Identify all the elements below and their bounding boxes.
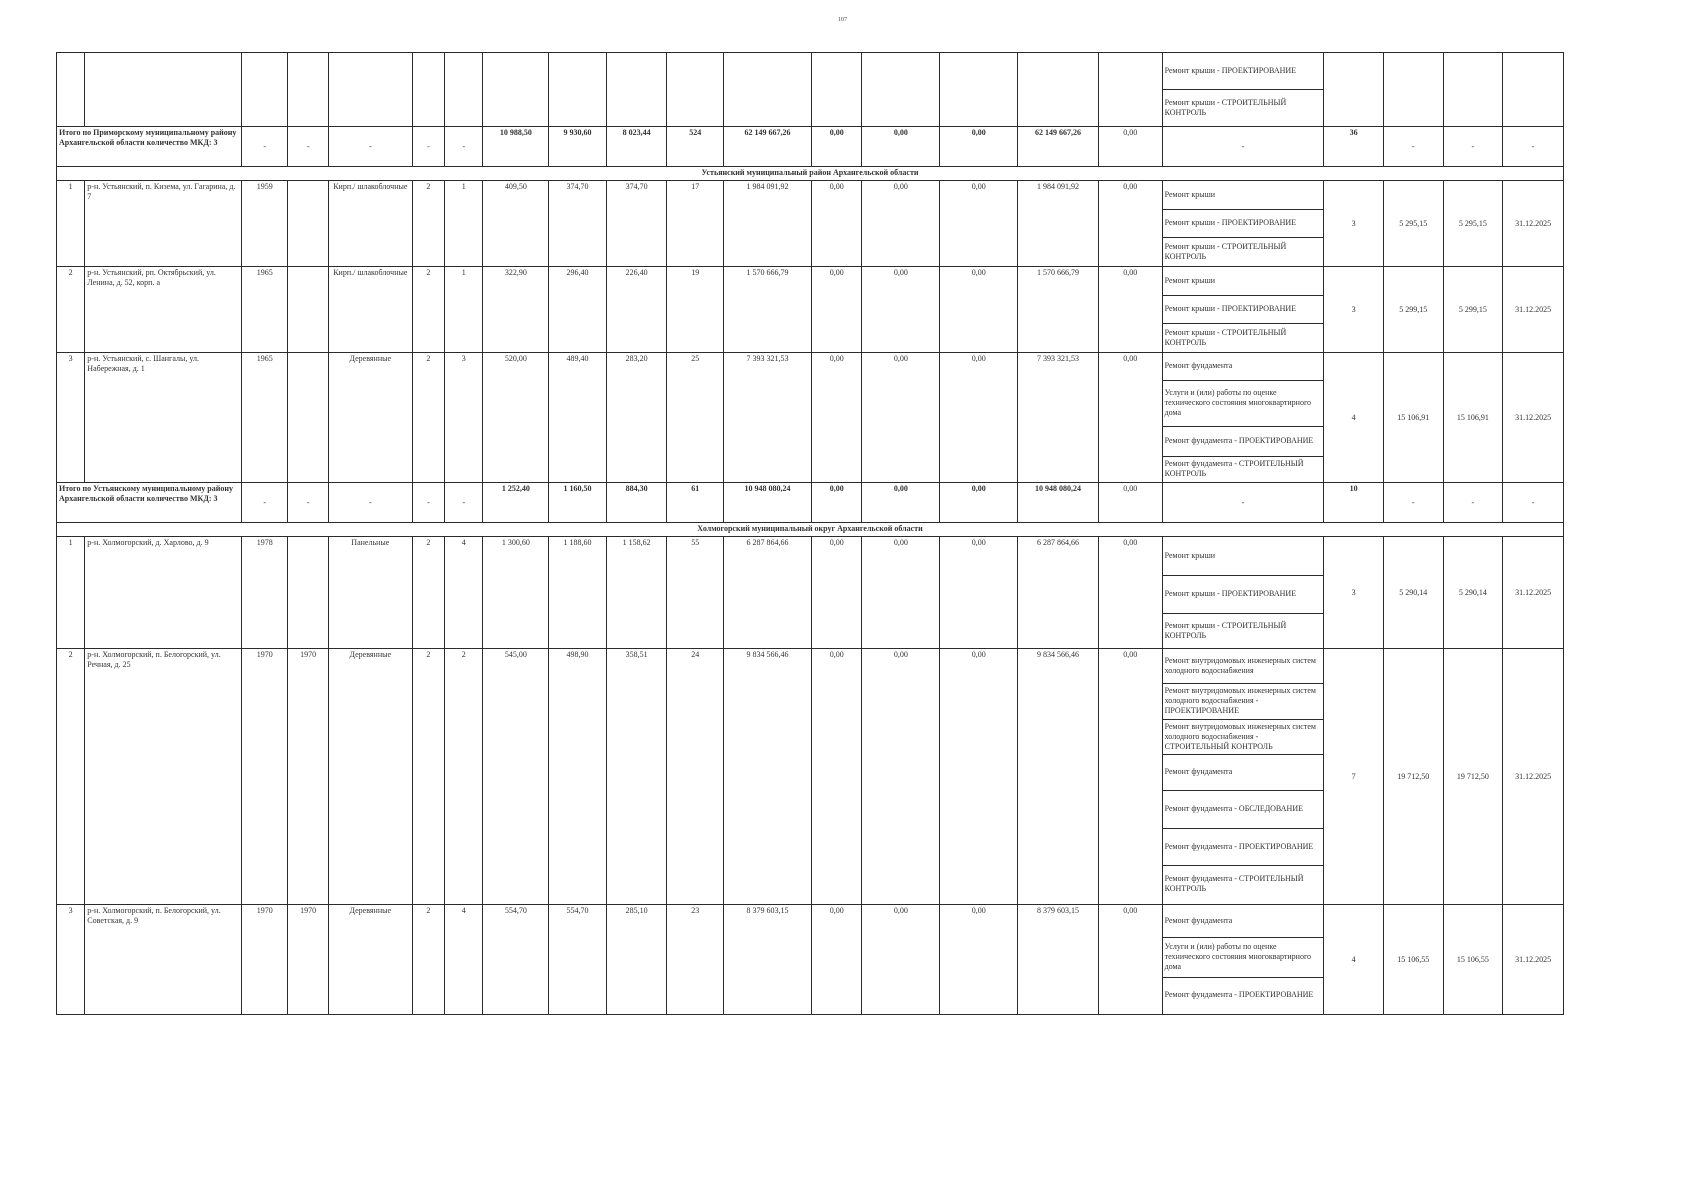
table-row [57, 905, 1564, 1015]
cell-res: 24 [667, 649, 724, 905]
cell-entr: 1 [445, 267, 483, 353]
cell-z3: 0,00 [940, 649, 1018, 905]
cell-date: 31.12.2025 [1503, 537, 1564, 649]
cell-z1: 0,00 [811, 267, 862, 353]
cell-z4: 0,00 [1098, 537, 1162, 649]
cell-date: 31.12.2025 [1503, 353, 1564, 483]
cell-floors: 2 [412, 649, 444, 905]
cell-z2: 0,00 [862, 181, 940, 267]
cell-year2: 1970 [288, 905, 328, 1015]
cell-n: 2 [57, 267, 85, 353]
cell-z3: 0,00 [940, 267, 1018, 353]
total-label: Итого по Устьянскому муниципальному району Архангельской области количество МКД: 3 [57, 483, 242, 523]
work-item: Ремонт фундамента [1163, 353, 1324, 380]
cell-p2: 5 290,14 [1443, 537, 1503, 649]
work-item: Ремонт внутридомовых инженерных систем холодного водоснабжения [1163, 649, 1324, 683]
cell-p2: 15 106,55 [1443, 905, 1503, 1015]
cell-a3: 1 158,62 [606, 537, 667, 649]
cell-year: 1970 [241, 905, 287, 1015]
cell-date: 31.12.2025 [1503, 181, 1564, 267]
work-item: Услуги и (или) работы по оценке технического состояния многоквартирного дома [1163, 937, 1324, 977]
work-item: Ремонт внутридомовых инженерных систем холодного водоснабжения - ПРОЕКТИРОВАНИЕ [1163, 683, 1324, 719]
cell-year: 1965 [241, 267, 287, 353]
continuation-row [57, 53, 1564, 127]
cell-cost: 8 379 603,15 [724, 905, 812, 1015]
total-row: Итого по Устьянскому муниципальному району Архангельской области количество МКД: 3 - - - - - 1 252,40 1 160,50 884,30 61 10 948 080,24 0,00 0,00 0,00 10 948 080,24 0,00 - 10 - - - [57, 483, 1564, 523]
cell-n: 1 [57, 181, 85, 267]
total-label: Итого по Приморскому муниципальному району Архангельской области количество МКД: 3 [57, 127, 242, 167]
cell-walls: Кирп./ шлакоблочные [328, 267, 412, 353]
cell-res: 23 [667, 905, 724, 1015]
cell-z2: 0,00 [862, 353, 940, 483]
work-list [1163, 267, 1324, 352]
cell-z4: 0,00 [1098, 353, 1162, 483]
cell-cost2: 6 287 864,66 [1018, 537, 1099, 649]
cell-z1: 0,00 [811, 537, 862, 649]
cell-a2: 374,70 [549, 181, 607, 267]
cell-year: 1970 [241, 649, 287, 905]
work-item: Ремонт фундамента - ПРОЕКТИРОВАНИЕ [1164, 990, 1314, 1000]
work-item: Ремонт фундамента - СТРОИТЕЛЬНЫЙ КОНТРОЛЬ [1164, 874, 1304, 894]
cell-p2: 5 299,15 [1443, 267, 1503, 353]
cell-year2 [288, 267, 328, 353]
table-row [57, 181, 1564, 267]
cell-year: 1978 [241, 537, 287, 649]
cell-n: 3 [57, 905, 85, 1015]
cell-a1: 1 300,60 [483, 537, 549, 649]
work-item: Ремонт фундамента [1163, 905, 1324, 937]
cell-p1: 15 106,55 [1383, 905, 1443, 1015]
table-row [57, 537, 1564, 649]
cell-p2: 5 295,15 [1443, 181, 1503, 267]
cell-a2: 296,40 [549, 267, 607, 353]
work-item: Ремонт крыши - СТРОИТЕЛЬНЫЙ КОНТРОЛЬ [1164, 241, 1287, 261]
cell-p1: 19 712,50 [1383, 649, 1443, 905]
cell-a1: 520,00 [483, 353, 549, 483]
cell-cnt: 4 [1324, 905, 1384, 1015]
work-item: Ремонт крыши - ПРОЕКТИРОВАНИЕ [1163, 295, 1324, 323]
cell-res: 25 [667, 353, 724, 483]
cell-walls: Кирп./ шлакоблочные [328, 181, 412, 267]
cell-z4: 0,00 [1098, 649, 1162, 905]
work-item: Ремонт крыши - СТРОИТЕЛЬНЫЙ КОНТРОЛЬ [1164, 620, 1287, 640]
cell-z2: 0,00 [862, 905, 940, 1015]
work-item: Ремонт крыши - ПРОЕКТИРОВАНИЕ [1163, 53, 1324, 89]
cell-p2: 19 712,50 [1443, 649, 1503, 905]
cell-a1: 409,50 [483, 181, 549, 267]
cell-cost: 6 287 864,66 [724, 537, 812, 649]
cell-z1: 0,00 [811, 353, 862, 483]
cell-cost2: 1 984 091,92 [1018, 181, 1099, 267]
cell-floors: 2 [412, 905, 444, 1015]
cell-cnt: 7 [1324, 649, 1384, 905]
cell-cost2: 9 834 566,46 [1018, 649, 1099, 905]
work-list [1163, 537, 1324, 648]
cell-a3: 374,70 [606, 181, 667, 267]
cell-date: 31.12.2025 [1503, 267, 1564, 353]
cell-z2: 0,00 [862, 537, 940, 649]
cell-cost: 9 834 566,46 [724, 649, 812, 905]
work-item: Ремонт фундамента - ПРОЕКТИРОВАНИЕ [1163, 426, 1324, 456]
work-item: Ремонт крыши [1163, 537, 1324, 575]
work-item: Ремонт фундамента [1163, 754, 1324, 790]
cell-z1: 0,00 [811, 649, 862, 905]
cell-year: 1965 [241, 353, 287, 483]
cell-p1: 5 290,14 [1383, 537, 1443, 649]
cell-walls: Деревянные [328, 353, 412, 483]
cell-addr: р-н. Устьянский, п. Кизема, ул. Гагарина, д. 7 [85, 181, 242, 267]
total-row-primorsky: Итого по Приморскому муниципальному району Архангельской области количество МКД: 3 - - - - - 10 988,50 9 930,60 8 023,44 524 62 149 667,26 0,00 0,00 0,00 62 149 667,26 0,00 - 36 - - - [57, 127, 1564, 167]
cell-date: 31.12.2025 [1503, 649, 1564, 905]
work-item: Ремонт крыши [1163, 267, 1324, 295]
cell-a2: 498,90 [549, 649, 607, 905]
cell-cnt: 4 [1324, 353, 1384, 483]
cell-date: 31.12.2025 [1503, 905, 1564, 1015]
cell-a2: 1 188,60 [549, 537, 607, 649]
cell-year2 [288, 537, 328, 649]
table-row [57, 649, 1564, 905]
cell-a3: 283,20 [606, 353, 667, 483]
work-item: Ремонт крыши - СТРОИТЕЛЬНЫЙ КОНТРОЛЬ [1164, 327, 1287, 347]
work-item: Ремонт крыши - ПРОЕКТИРОВАНИЕ [1163, 209, 1324, 237]
cell-floors: 2 [412, 353, 444, 483]
cell-year: 1959 [241, 181, 287, 267]
cell-floors: 2 [412, 267, 444, 353]
cell-z4: 0,00 [1098, 181, 1162, 267]
cell-z4: 0,00 [1098, 267, 1162, 353]
work-item: Ремонт крыши - СТРОИТЕЛЬНЫЙ КОНТРОЛЬ [1164, 97, 1287, 117]
cell-cost2: 1 570 666,79 [1018, 267, 1099, 353]
cell-a1: 554,70 [483, 905, 549, 1015]
cell-entr: 2 [445, 649, 483, 905]
cell-a1: 545,00 [483, 649, 549, 905]
cell-p1: 5 295,15 [1383, 181, 1443, 267]
cell-addr: р-н. Устьянский, рп. Октябрьский, ул. Ленина, д. 52, корп. а [85, 267, 242, 353]
cell-addr: р-н. Холмогорский, п. Белогорский, ул. Речная, д. 25 [85, 649, 242, 905]
cell-a3: 226,40 [606, 267, 667, 353]
work-list [1163, 53, 1324, 126]
cell-z3: 0,00 [940, 353, 1018, 483]
section-title-row [57, 167, 1564, 181]
cell-cost: 1 570 666,79 [724, 267, 812, 353]
work-list [1163, 905, 1324, 1013]
cell-z3: 0,00 [940, 537, 1018, 649]
work-list [1163, 353, 1324, 482]
work-item: Ремонт фундамента - СТРОИТЕЛЬНЫЙ КОНТРОЛЬ [1164, 459, 1304, 479]
cell-cnt: 3 [1324, 267, 1384, 353]
cell-p1: 15 106,91 [1383, 353, 1443, 483]
cell-n: 1 [57, 537, 85, 649]
cell-walls: Деревянные [328, 649, 412, 905]
cell-cost: 1 984 091,92 [724, 181, 812, 267]
cell-res: 55 [667, 537, 724, 649]
cell-z1: 0,00 [811, 905, 862, 1015]
cell-entr: 3 [445, 353, 483, 483]
table-row [57, 267, 1564, 353]
cell-year2: 1970 [288, 649, 328, 905]
table-row [57, 353, 1564, 483]
cell-res: 19 [667, 267, 724, 353]
cell-cnt: 3 [1324, 181, 1384, 267]
cell-z4: 0,00 [1098, 905, 1162, 1015]
work-item: Ремонт крыши - ПРОЕКТИРОВАНИЕ [1163, 575, 1324, 613]
section-title: Устьянский муниципальный район Архангельской области [57, 167, 1564, 181]
cell-n: 2 [57, 649, 85, 905]
cell-a2: 554,70 [549, 905, 607, 1015]
cell-n: 3 [57, 353, 85, 483]
cell-walls: Деревянные [328, 905, 412, 1015]
cell-z3: 0,00 [940, 181, 1018, 267]
cell-floors: 2 [412, 181, 444, 267]
cell-floors: 2 [412, 537, 444, 649]
cell-a2: 489,40 [549, 353, 607, 483]
work-list [1163, 181, 1324, 266]
cell-entr: 4 [445, 905, 483, 1015]
cell-z2: 0,00 [862, 649, 940, 905]
cell-entr: 1 [445, 181, 483, 267]
cell-entr: 4 [445, 537, 483, 649]
cell-cost2: 7 393 321,53 [1018, 353, 1099, 483]
repair-program-table [56, 52, 1564, 1015]
cell-addr: р-н. Холмогорский, д. Харлово, д. 9 [85, 537, 242, 649]
cell-z2: 0,00 [862, 267, 940, 353]
cell-addr: р-н. Устьянский, с. Шангалы, ул. Набережная, д. 1 [85, 353, 242, 483]
cell-a1: 322,90 [483, 267, 549, 353]
cell-a3: 285,10 [606, 905, 667, 1015]
cell-year2 [288, 353, 328, 483]
cell-p1: 5 299,15 [1383, 267, 1443, 353]
section-title: Холмогорский муниципальный округ Архангельской области [57, 523, 1564, 537]
cell-cost: 7 393 321,53 [724, 353, 812, 483]
cell-a3: 358,51 [606, 649, 667, 905]
work-item: Услуги и (или) работы по оценке технического состояния многоквартирного дома [1163, 380, 1324, 426]
cell-z3: 0,00 [940, 905, 1018, 1015]
cell-cost2: 8 379 603,15 [1018, 905, 1099, 1015]
section-title-row [57, 523, 1564, 537]
work-item: Ремонт фундамента - ОБСЛЕДОВАНИЕ [1163, 790, 1324, 828]
cell-cnt: 3 [1324, 537, 1384, 649]
page-number: 107 [838, 17, 847, 23]
cell-z1: 0,00 [811, 181, 862, 267]
cell-addr: р-н. Холмогорский, п. Белогорский, ул. Советская, д. 9 [85, 905, 242, 1015]
work-item: Ремонт фундамента - ПРОЕКТИРОВАНИЕ [1163, 828, 1324, 865]
work-list [1163, 649, 1324, 903]
cell-p2: 15 106,91 [1443, 353, 1503, 483]
cell-year2 [288, 181, 328, 267]
work-item: Ремонт крыши [1163, 181, 1324, 209]
work-item: Ремонт внутридомовых инженерных систем холодного водоснабжения - СТРОИТЕЛЬНЫЙ КОНТРОЛЬ [1163, 719, 1324, 754]
cell-res: 17 [667, 181, 724, 267]
cell-walls: Панельные [328, 537, 412, 649]
